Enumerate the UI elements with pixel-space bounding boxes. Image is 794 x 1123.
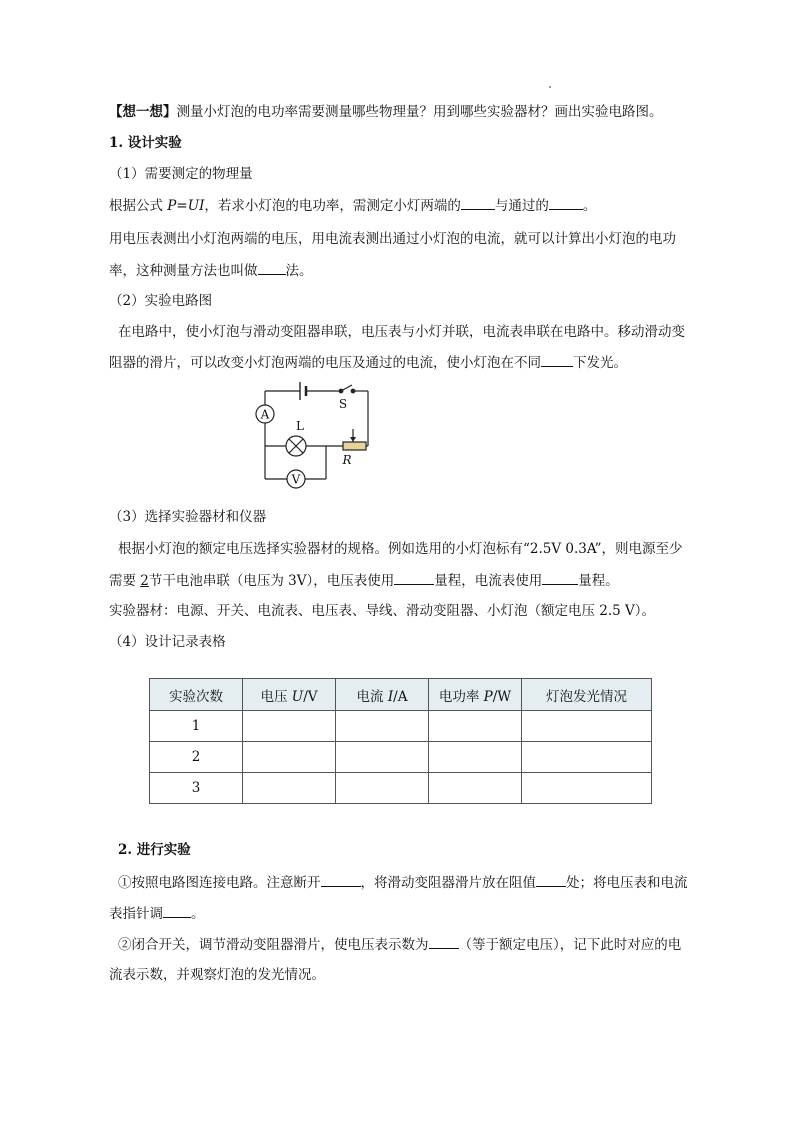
record-table [149,678,652,804]
table-cell[interactable] [522,742,652,773]
step2-line2: 流表示数，并观察灯泡的发光情况。 [109,967,325,983]
sub4-title: （4）设计记录表格 [109,634,226,650]
header-current [336,679,429,711]
table-cell[interactable] [429,742,522,773]
row-number: 3 [150,773,243,804]
text: 。 [582,198,597,214]
unit: /A [393,688,408,705]
sub3-line2 [109,571,619,590]
think-question [109,103,663,121]
sub1-line1 [109,196,596,215]
text: 灯泡发光情况 [546,688,627,705]
text: 根据公式 [109,198,168,214]
table-row [150,773,652,804]
table-cell[interactable] [522,711,652,742]
table-cell[interactable] [429,773,522,804]
text: 需要 [109,573,141,589]
switch-label: S [338,397,348,411]
table-row [150,742,652,773]
sub2-title: （2）实验电路图 [109,293,213,309]
text: 率，这种测量方法也叫做 [109,263,258,279]
text: 量程。 [578,573,619,589]
header-voltage [243,679,336,711]
sub1-line3 [109,261,313,280]
fill-blank[interactable] [549,196,583,210]
table-header-row [150,679,652,711]
fill-blank[interactable] [541,353,573,367]
fill-blank[interactable] [429,935,459,949]
table-cell[interactable] [336,742,429,773]
text: 量程，电流表使用 [434,573,543,589]
text: ①按照电路图连接电路。注意断开 [118,875,321,891]
fill-blank[interactable] [394,571,434,585]
fill-blank[interactable] [536,873,566,887]
ammeter-label: A [260,407,270,422]
table-cell[interactable] [429,711,522,742]
table-cell[interactable] [243,742,336,773]
text: 与通过的 [494,198,549,214]
switch-blade [341,385,352,391]
table-row [150,711,652,742]
sub3-line3: 实验器材：电源、开关、电流表、电压表、导线、滑动变阻器、小灯泡（额定电压 2.5 V）。 [109,603,656,619]
think-label: 【想一想】 [109,104,177,120]
unit: /V [303,688,318,705]
text: 电压 [260,688,292,705]
table-cell[interactable] [243,711,336,742]
table-cell[interactable] [336,711,429,742]
fill-blank[interactable] [163,904,191,918]
text: 电功率 [438,688,484,705]
section1-title: 1. 设计实验 [109,135,182,151]
sub3-line1: 根据小灯泡的额定电压选择实验器材的规格。例如选用的小灯泡标有“2.5V 0.3A”，则电源至少 [118,541,683,557]
text: 处；将电压表和电流 [566,875,688,891]
formula: P=UI [167,198,205,214]
sub1-line2: 用电压表测出小灯泡两端的电压，用电流表测出通过小灯泡的电流，就可以计算出小灯泡的电功 [109,231,676,247]
circuit-diagram [248,380,378,490]
fill-blank[interactable] [321,873,361,887]
text: ，若求小灯泡的电功率，需测定小灯两端的 [204,198,461,214]
table-cell[interactable] [522,773,652,804]
text: ②闭合开关，调节滑动变阻器滑片，使电压表示数为 [118,937,429,953]
fill-blank[interactable] [542,571,578,585]
table-cell[interactable] [243,773,336,804]
text: 法。 [285,263,313,279]
header-power [429,679,522,711]
fill-blank[interactable] [461,196,495,210]
voltmeter-label: V [291,472,301,487]
var: I [387,688,394,705]
lamp-label: L [296,419,304,433]
text: 阻器的滑片，可以改变小灯泡两端的电压及通过的电流，使小灯泡在不同 [109,355,541,371]
text: 实验次数 [169,688,223,705]
header-trial [150,679,243,711]
row-number: 1 [150,711,243,742]
sub3-title: （3）选择实验器材和仪器 [109,509,267,525]
text: 。 [191,906,205,922]
step2-line1 [118,935,681,954]
text: 节干电池串联（电压为 3V），电压表使用 [148,573,395,589]
unit: /W [492,688,512,705]
think-text: 测量小灯泡的电功率需要测量哪些物理量？用到哪些实验器材？画出实验电路图。 [176,104,663,120]
text: 表指针调 [109,906,163,922]
var: P [483,688,493,705]
header-brightness [522,679,652,711]
text: （等于额定电压），记下此时对应的电 [458,937,682,953]
sub2-line1: 在电路中，使小灯泡与滑动变阻器串联，电压表与小灯并联，电流表串联在电路中。移动滑动变 [118,324,685,340]
step1-line1 [118,873,688,892]
rheostat-label: R [342,453,352,467]
text: ，将滑动变阻器滑片放在阻值 [360,875,536,891]
var: U [291,688,304,705]
row-number: 2 [150,742,243,773]
section2-title: 2. 进行实验 [118,842,191,858]
stray-dot [549,86,551,88]
sub2-line2 [109,353,627,372]
fill-blank[interactable] [258,261,286,275]
text: 电流 [356,688,388,705]
rheostat-icon [343,442,366,450]
sub1-title: （1）需要测定的物理量 [109,166,253,182]
table-cell[interactable] [336,773,429,804]
text: 下发光。 [573,355,627,371]
battery-count: 2 [140,573,149,589]
step1-line2 [109,904,205,923]
